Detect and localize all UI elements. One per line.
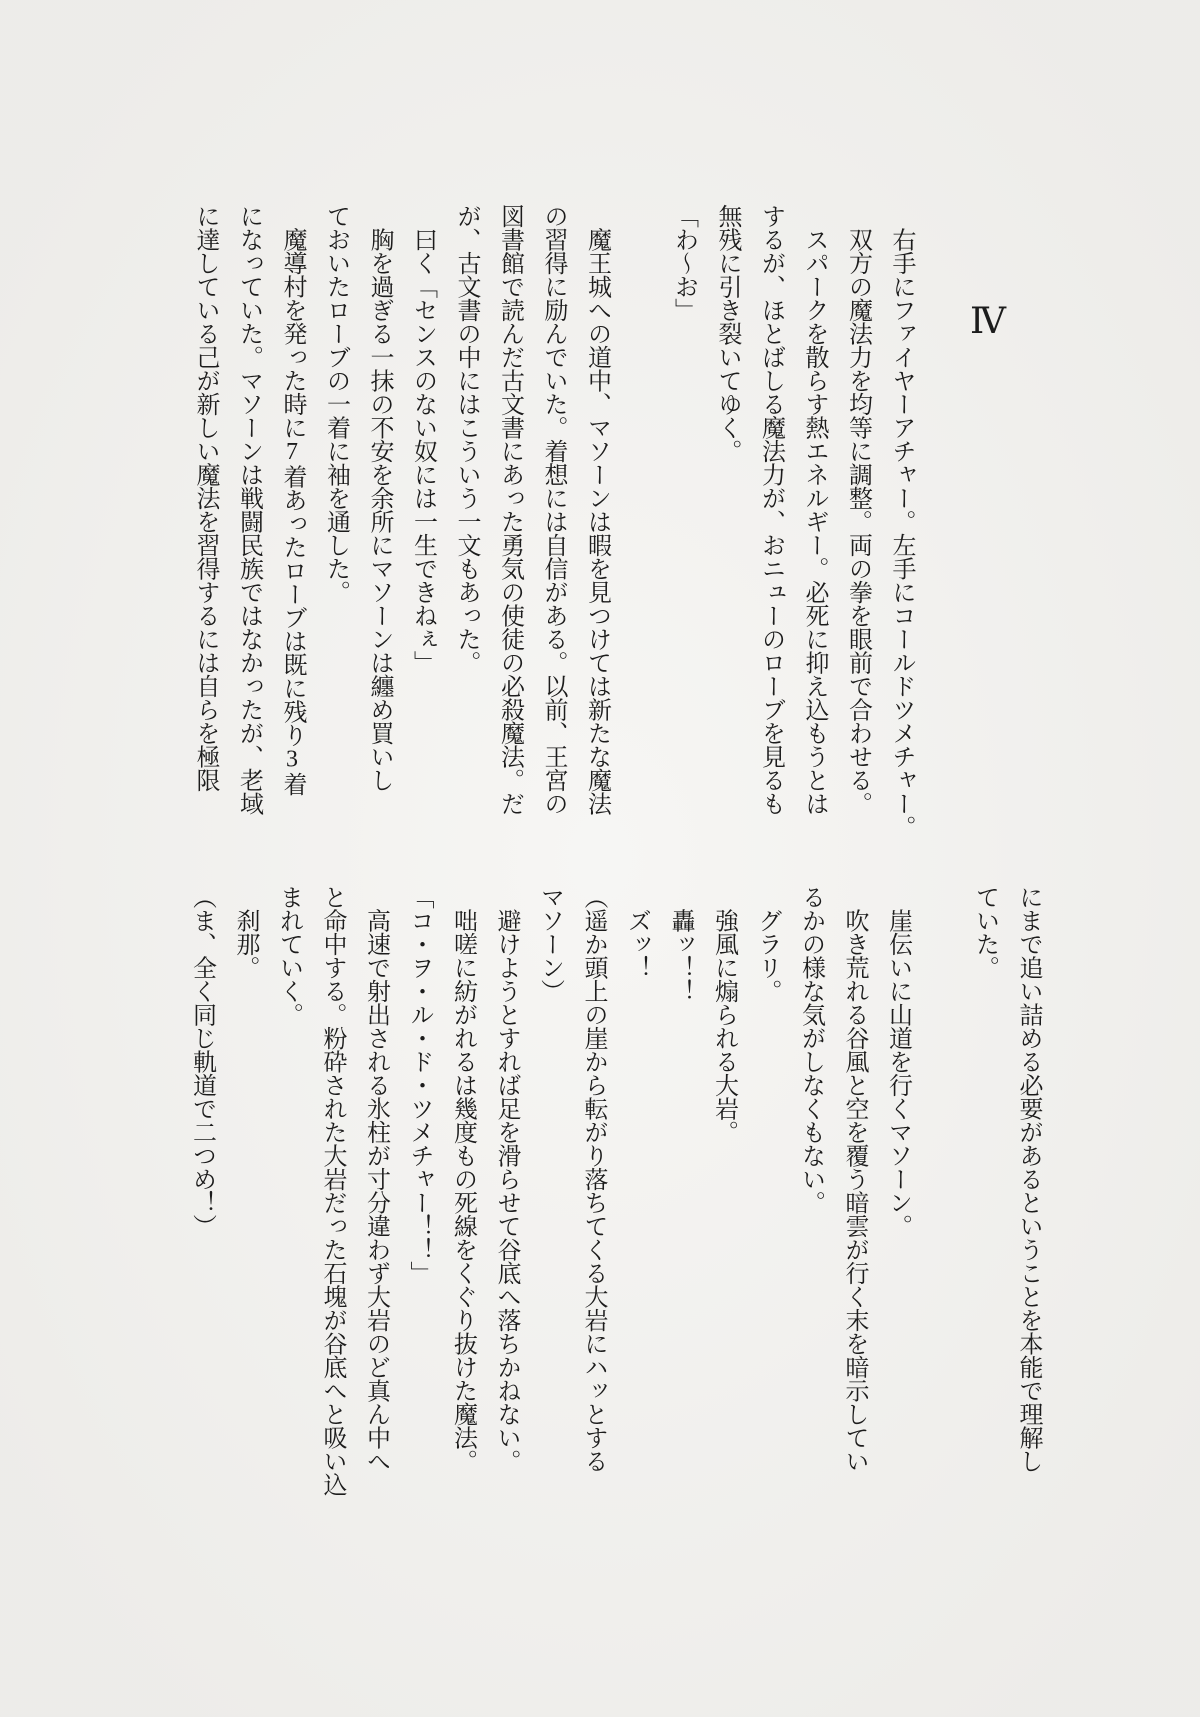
- chapter-number: Ⅳ: [970, 301, 1007, 341]
- text-column: 無残に引き裂いてゆく。: [714, 204, 740, 463]
- text-column: が、古文書の中にはこういう一文もあった。: [453, 204, 479, 674]
- text-column: （ま、全く同じ軌道で二つめ！）: [188, 885, 215, 1238]
- text-column: ズッ！: [623, 885, 650, 979]
- bottom-text-block: [179, 885, 1049, 1503]
- text-column: ておいたローブの一着に袖を通した。: [322, 204, 349, 604]
- text-column: になっていた。マソーンは戦闘民族ではなかったが、老域: [235, 204, 262, 815]
- text-column: 刹那。: [232, 885, 258, 979]
- text-column: 轟ッ！！: [667, 885, 693, 1003]
- text-column: グラリ。: [754, 885, 780, 1003]
- text-column: 吹き荒れる谷風と空を覆う暗雲が行く末を暗示してい: [841, 885, 867, 1473]
- text-column: 胸を過ぎる一抹の不安を余所にマソーンは纏め買いし: [366, 204, 392, 792]
- text-column: 「わ〜お」: [670, 204, 697, 322]
- text-column: 避けようとすれば足を滑らせて谷底へ落ちかねない。: [493, 885, 519, 1473]
- text-column: 双方の魔法力を均等に調整。両の拳を眼前で合わせる。: [844, 204, 871, 815]
- text-column: に達している己が新しい魔法を習得するには自らを極限: [192, 204, 218, 792]
- text-column: スパークを散らす熱エネルギー。必死に抑え込もうとは: [801, 204, 827, 815]
- text-column: 咄嗟に紡がれるは幾度もの死線をくぐり抜けた魔法。: [449, 885, 476, 1473]
- text-column: 強風に煽られる大岩。: [710, 885, 737, 1144]
- text-column: まれていく。: [275, 885, 302, 1026]
- text-column: 魔導村を発った時に7着あったローブは既に残り3着: [279, 204, 305, 796]
- text-column: るかの様な気がしなくもない。: [797, 885, 824, 1214]
- text-column: の習得に励んでいた。着想には自信がある。以前、王宮の: [540, 204, 566, 815]
- text-column: するが、ほとばしる魔法力が、おニューのローブを見るも: [757, 204, 784, 815]
- text-column: マソーン）: [536, 885, 563, 1003]
- text-column: 魔王城への道中、マソーンは暇を見つけては新たな魔法: [583, 204, 610, 815]
- text-column: 「コ・ヲ・ル・ド・ツメチャー！！」: [406, 885, 432, 1285]
- blank-column: [618, 204, 662, 844]
- text-column: ていた。: [971, 885, 998, 979]
- text-column: 曰く「センスのない奴には一生できねぇ」: [409, 204, 436, 674]
- text-column: と命中する。粉砕された大岩だった石塊が谷底へと吸い込: [319, 885, 345, 1496]
- text-column: 右手にファイヤーアチャー。左手にコールドツメチャー。: [888, 204, 914, 839]
- text-column: 高速で射出される氷柱が寸分違わず大岩のど真ん中へ: [362, 885, 389, 1473]
- text-column: 図書館で読んだ古文書にあった勇気の使徒の必殺魔法。だ: [496, 204, 523, 815]
- text-column: 崖伝いに山道を行くマソーン。: [884, 885, 911, 1238]
- text-column: にまで追い詰める必要があるということを本能で理解し: [1015, 885, 1041, 1473]
- blank-column: [919, 885, 963, 1503]
- text-column: （遥か頭上の崖から転がり落ちてくる大岩にハッとする: [580, 885, 606, 1473]
- top-text-block: [183, 204, 923, 844]
